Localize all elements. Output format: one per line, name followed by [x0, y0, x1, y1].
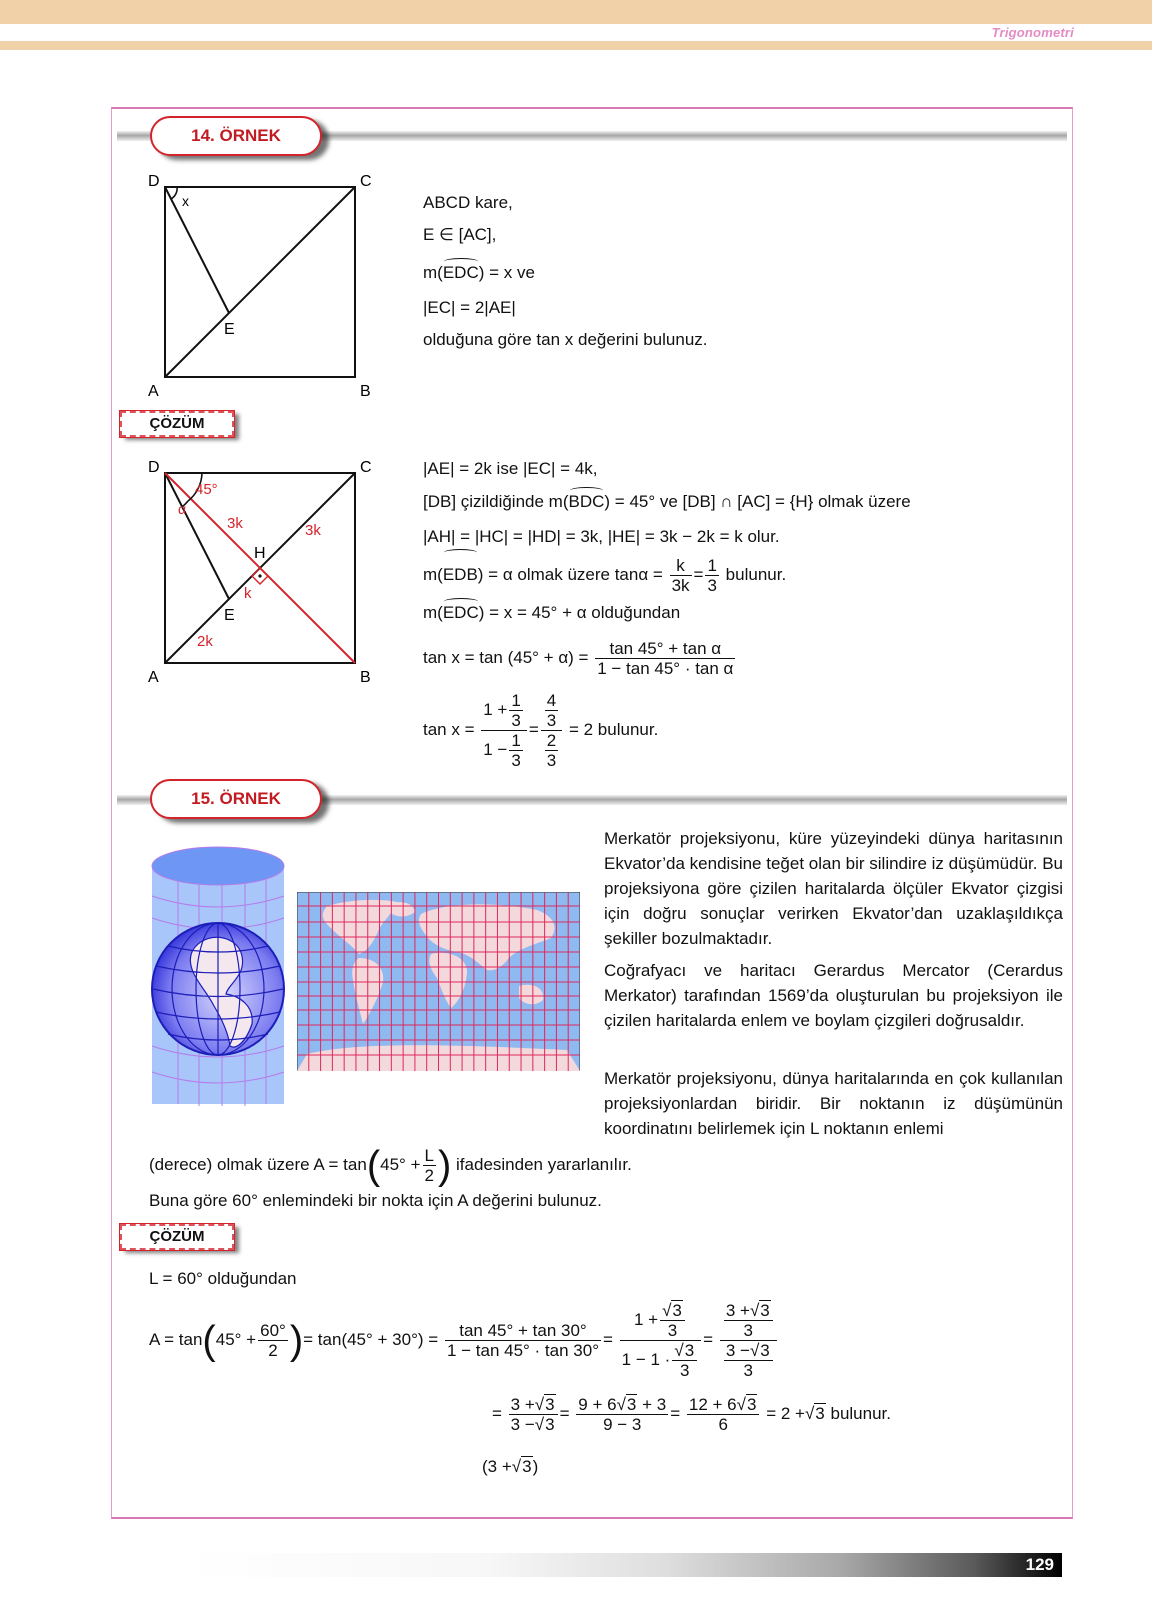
term: 3 −	[510, 1415, 535, 1435]
complex-fraction-a	[620, 1301, 701, 1380]
paren: )	[289, 1318, 304, 1363]
q14-line-4: |EC| = 2|AE|	[423, 298, 516, 317]
equals: =	[559, 1404, 570, 1423]
s14-l7-a: tan x =	[423, 720, 475, 739]
paren: (	[366, 1143, 381, 1188]
sqrt-3: √3	[736, 1395, 757, 1415]
equals: =	[492, 1404, 502, 1423]
fraction-root3-3	[672, 1341, 697, 1380]
text: A = tan	[149, 1330, 203, 1349]
q14-l3-a: m(	[423, 263, 443, 282]
radicand: 3	[760, 1301, 770, 1321]
fraction-2-3	[545, 731, 558, 770]
term: 45° +	[215, 1330, 257, 1349]
fraction-simplified	[687, 1395, 760, 1434]
solution-14-figure	[140, 458, 380, 683]
label-c: C	[360, 459, 372, 476]
fraction-tan-sum	[445, 1321, 601, 1360]
sqrt-3: √3	[534, 1415, 555, 1435]
term: 1 +	[633, 1310, 659, 1329]
e15-paragraph-1: Merkatör projeksiyonu, küre yüzeyindeki dünya haritasının Ekvator’da kendisine teğet olan bir silindire iz düşümüdür. Bu projeksiyona göre çizilen haritalarda ölçüler Ekvator çizgisi için doğru sonuçlar verirken Ekvator’dan uzaklaşıldıkça şekiller bozulmaktadır.	[604, 829, 1063, 948]
denominator: 3	[743, 1361, 754, 1381]
numerator	[660, 1301, 685, 1321]
s14-line-6	[423, 636, 737, 680]
q14-line-1: ABCD kare,	[423, 193, 513, 212]
denominator	[620, 1341, 701, 1380]
sqrt-3: √3	[511, 1457, 532, 1476]
denominator	[720, 1341, 777, 1380]
term: + 3	[642, 1395, 667, 1415]
s14-line-3: |AH| = |HC| = |HD| = 3k, |HE| = 3k − 2k = k olur.	[423, 527, 780, 546]
numerator	[724, 1301, 773, 1321]
denominator	[541, 731, 562, 770]
page-number: 129	[1025, 1555, 1054, 1574]
radicand: 3	[672, 1301, 682, 1321]
complex-fraction-1	[481, 691, 527, 770]
label-d: D	[148, 459, 160, 476]
q14-line-5: olduğuna göre tan x değerini bulunuz.	[423, 330, 708, 349]
term: 3 −	[725, 1341, 750, 1361]
equals: =	[528, 720, 539, 739]
complex-fraction-2	[541, 691, 562, 770]
equals: =	[603, 1330, 613, 1349]
text: (derece) olmak üzere A = tan	[149, 1155, 367, 1174]
s14-l7-b: = 2 bulunur.	[568, 720, 659, 739]
cylinder-globe-illustration	[150, 846, 290, 1108]
numerator: tan 45° + tan α	[595, 639, 735, 659]
example-15-title: 15. ÖRNEK	[150, 779, 322, 819]
term: 1 +	[483, 700, 508, 719]
denominator: 3	[511, 711, 521, 731]
radicand: 3	[760, 1341, 770, 1361]
denominator	[481, 731, 527, 770]
label-dh: 3k	[227, 515, 243, 532]
radicand: 3	[626, 1395, 637, 1415]
segment-de	[165, 187, 229, 313]
result: = 2 +	[766, 1404, 805, 1423]
denominator: 3k	[671, 576, 690, 596]
denominator: 2	[424, 1166, 434, 1186]
equals: =	[703, 1330, 714, 1349]
fraction-k-3k	[670, 556, 692, 595]
radicand: 3	[815, 1404, 825, 1423]
term: 3 +	[725, 1301, 750, 1321]
term: 12 + 6	[688, 1395, 737, 1415]
e15-question: Buna göre 60° enlemindeki bir nokta için A değerini bulunuz.	[149, 1191, 602, 1210]
denominator: 1 − tan 45° · tan α	[597, 659, 734, 679]
s14-l2-a: [DB] çizildiğinde m(	[423, 492, 569, 511]
label-45: 45°	[195, 481, 218, 498]
s14-l2-angle: BDC	[568, 492, 605, 511]
s14-line-2	[423, 491, 911, 513]
label-d: D	[148, 173, 160, 190]
numerator	[509, 1395, 558, 1415]
s14-l4-b: ) = α olmak üzere tanα =	[477, 565, 663, 584]
q14-l3-angle: EDC	[442, 263, 479, 282]
s14-l4-c: bulunur.	[725, 565, 787, 584]
numerator	[720, 1301, 777, 1341]
s14-l2-b: ) = 45° ve [DB] ∩ [AC] = {H} olmak üzere	[604, 492, 911, 511]
subject-title: Trigonometri	[991, 25, 1074, 40]
cylinder-top	[152, 847, 284, 885]
label-hc: 3k	[305, 522, 321, 539]
term: 45° +	[380, 1155, 421, 1174]
numerator	[576, 1395, 668, 1415]
fraction-expanded	[576, 1395, 668, 1434]
solution-15-label: ÇÖZÜM	[120, 1224, 234, 1250]
header-band	[0, 0, 1152, 24]
denominator: 3	[707, 576, 717, 596]
denominator: 3	[743, 1321, 754, 1341]
q14-line-3	[423, 262, 535, 284]
numerator	[687, 1395, 760, 1415]
s14-l4-angle: EDB	[443, 553, 478, 597]
label-b: B	[360, 669, 371, 683]
numerator	[620, 1301, 701, 1341]
radicand: 3	[684, 1341, 695, 1361]
paren: (	[202, 1318, 216, 1363]
text: ifadesinden yararlanılır.	[456, 1155, 632, 1174]
text: = tan(45° + 30°) =	[303, 1330, 439, 1349]
label-x: x	[182, 193, 189, 209]
numerator: 2	[546, 731, 557, 751]
term: 1 −	[483, 740, 508, 759]
label-e: E	[224, 321, 235, 338]
solution-14-label: ÇÖZÜM	[120, 411, 234, 437]
numerator	[481, 691, 527, 731]
numerator: tan 45° + tan 30°	[445, 1321, 601, 1341]
radicand: 3	[545, 1415, 555, 1435]
s14-l5-a: m(	[423, 603, 443, 622]
diagonal-ac	[165, 187, 355, 377]
header-band-lower	[0, 41, 1152, 50]
sqrt-3: √3	[804, 1404, 825, 1423]
label-alpha: α	[178, 501, 187, 517]
paren: )	[437, 1143, 452, 1188]
page-number-bar	[182, 1553, 1062, 1577]
radicand: 3	[545, 1395, 555, 1415]
s14-line-4	[423, 553, 786, 597]
fraction-tan-sum	[595, 639, 735, 678]
fraction	[724, 1341, 773, 1380]
q14-l3-b: ) = x ve	[478, 263, 535, 282]
fraction-1-3	[509, 691, 522, 730]
denominator: 1 − tan 45° · tan 30°	[446, 1341, 599, 1361]
denominator: 6	[718, 1415, 728, 1435]
s14-line-1: |AE| = 2k ise |EC| = 4k,	[423, 459, 598, 478]
s14-l5-b: ) = x = 45° + α olduğundan	[478, 603, 681, 622]
numerator: 1	[511, 691, 521, 711]
numerator: 4	[546, 691, 557, 711]
radicand: 3	[746, 1395, 757, 1415]
equals: =	[693, 565, 704, 584]
radicand: 3	[522, 1457, 532, 1476]
s14-l4-a: m(	[423, 565, 443, 584]
s14-l6-a: tan x = tan (45° + α) =	[423, 648, 589, 667]
numerator: 60°	[260, 1321, 286, 1341]
s14-line-7	[423, 690, 658, 770]
denominator	[509, 1415, 558, 1434]
sqrt-3: √3	[534, 1395, 555, 1415]
right-angle-dot	[258, 574, 261, 577]
sqrt-3: √3	[674, 1341, 695, 1361]
s14-l5-angle: EDC	[442, 603, 479, 622]
denominator: 3	[511, 751, 521, 771]
fraction-l-2	[423, 1146, 436, 1185]
q14-line-2: E ∈ [AC],	[423, 225, 497, 244]
numerator	[672, 1341, 697, 1361]
label-e: E	[224, 607, 235, 624]
numerator: k	[670, 556, 692, 576]
sqrt-3: √3	[749, 1301, 770, 1321]
label-ae: 2k	[197, 633, 213, 650]
denominator: 3	[546, 711, 557, 731]
term: 9 + 6	[578, 1395, 617, 1415]
fraction-root3-3	[660, 1301, 685, 1340]
fraction	[724, 1301, 773, 1340]
s15-line-1: L = 60° olduğundan	[149, 1269, 297, 1288]
denominator: 3	[546, 751, 557, 771]
denominator: 3	[667, 1321, 678, 1341]
mercator-map	[297, 892, 580, 1071]
s15-line-2	[149, 1298, 779, 1382]
label-b: B	[360, 383, 371, 397]
numerator	[541, 691, 562, 731]
term: )	[532, 1457, 539, 1476]
s15-multiplier	[482, 1456, 538, 1478]
label-a: A	[148, 669, 159, 683]
term: (3 +	[482, 1457, 512, 1476]
denominator: 2	[268, 1341, 278, 1361]
denominator: 9 − 3	[603, 1415, 642, 1435]
label-he: k	[244, 585, 252, 602]
e15-paragraph-2: Coğrafyacı ve haritacı Gerardus Mercator (Cerardus Merkator) tarafından 1569’da oluşturulan bu projeksiyon ile çizilen haritalarda enlem ve boylam çizgileri doğrusaldır.	[604, 961, 1063, 1030]
sqrt-3: √3	[616, 1395, 637, 1415]
text: bulunur.	[830, 1404, 891, 1423]
denominator: 3	[680, 1361, 690, 1381]
term: 1 − 1 ·	[621, 1350, 671, 1369]
e15-formula-line	[149, 1143, 632, 1187]
s14-line-5	[423, 602, 680, 624]
example-14-title: 14. ÖRNEK	[150, 116, 322, 156]
sqrt-3: √3	[749, 1341, 770, 1361]
complex-fraction-b	[720, 1301, 777, 1380]
numerator	[724, 1341, 773, 1361]
fraction-4-3	[545, 691, 558, 730]
numerator: L	[424, 1146, 434, 1166]
numerator: 1	[511, 731, 521, 751]
label-a: A	[148, 383, 159, 397]
numerator: 1	[707, 556, 717, 576]
fraction-60-2	[258, 1321, 288, 1360]
sqrt-3: √3	[662, 1301, 682, 1321]
angle-x-arc	[171, 187, 177, 199]
fraction-1-3	[705, 556, 718, 595]
equals: =	[670, 1404, 681, 1423]
label-h: H	[254, 545, 266, 562]
fraction-1-3	[509, 731, 522, 770]
fraction-conjugate	[509, 1395, 558, 1434]
label-c: C	[360, 173, 372, 190]
s15-line-3	[492, 1392, 891, 1436]
example-14-figure	[140, 172, 380, 397]
e15-paragraph-3: Merkatör projeksiyonu, dünya haritalarında en çok kullanılan projeksiyonlardan biridir. Bir noktanın iz düşümünün koordinatını belirlemek için L noktanın enlemi	[604, 1069, 1063, 1138]
term: 3 +	[510, 1395, 535, 1415]
